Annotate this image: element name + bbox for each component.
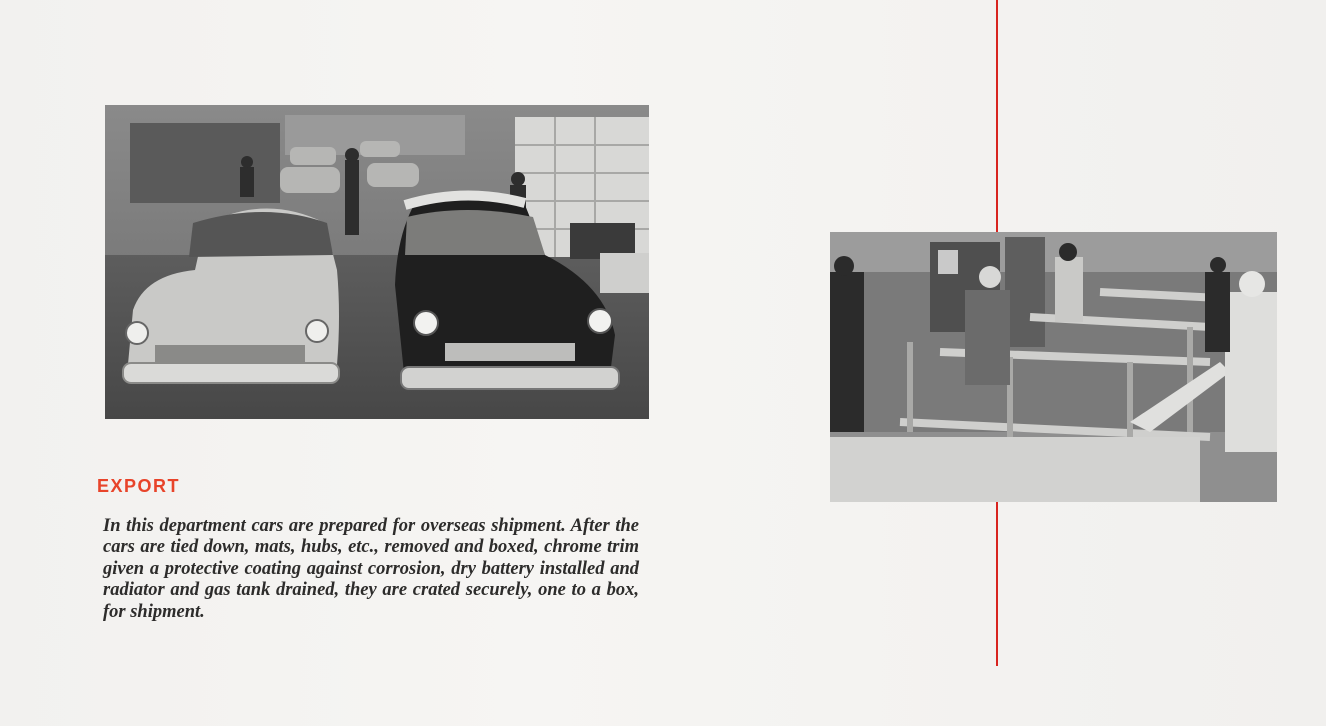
assembly-line-photo: [830, 232, 1277, 502]
section-body-text: In this department cars are prepared for overseas shipment. After the cars are tied down, mats, hubs, etc., removed and boxed, chrome trim given a protective coating against corrosion, dry battery installed and radiator and gas tank drained, they are crated securely, one to a box, for shipment.: [103, 516, 639, 622]
center-rule-top: [996, 0, 998, 232]
export-cars-photo: [105, 105, 649, 419]
center-rule-bottom: [996, 500, 998, 666]
section-heading: EXPORT: [97, 476, 181, 496]
car-export-photo-icon: [105, 105, 649, 419]
assembly-line-photo-icon: [830, 232, 1277, 502]
